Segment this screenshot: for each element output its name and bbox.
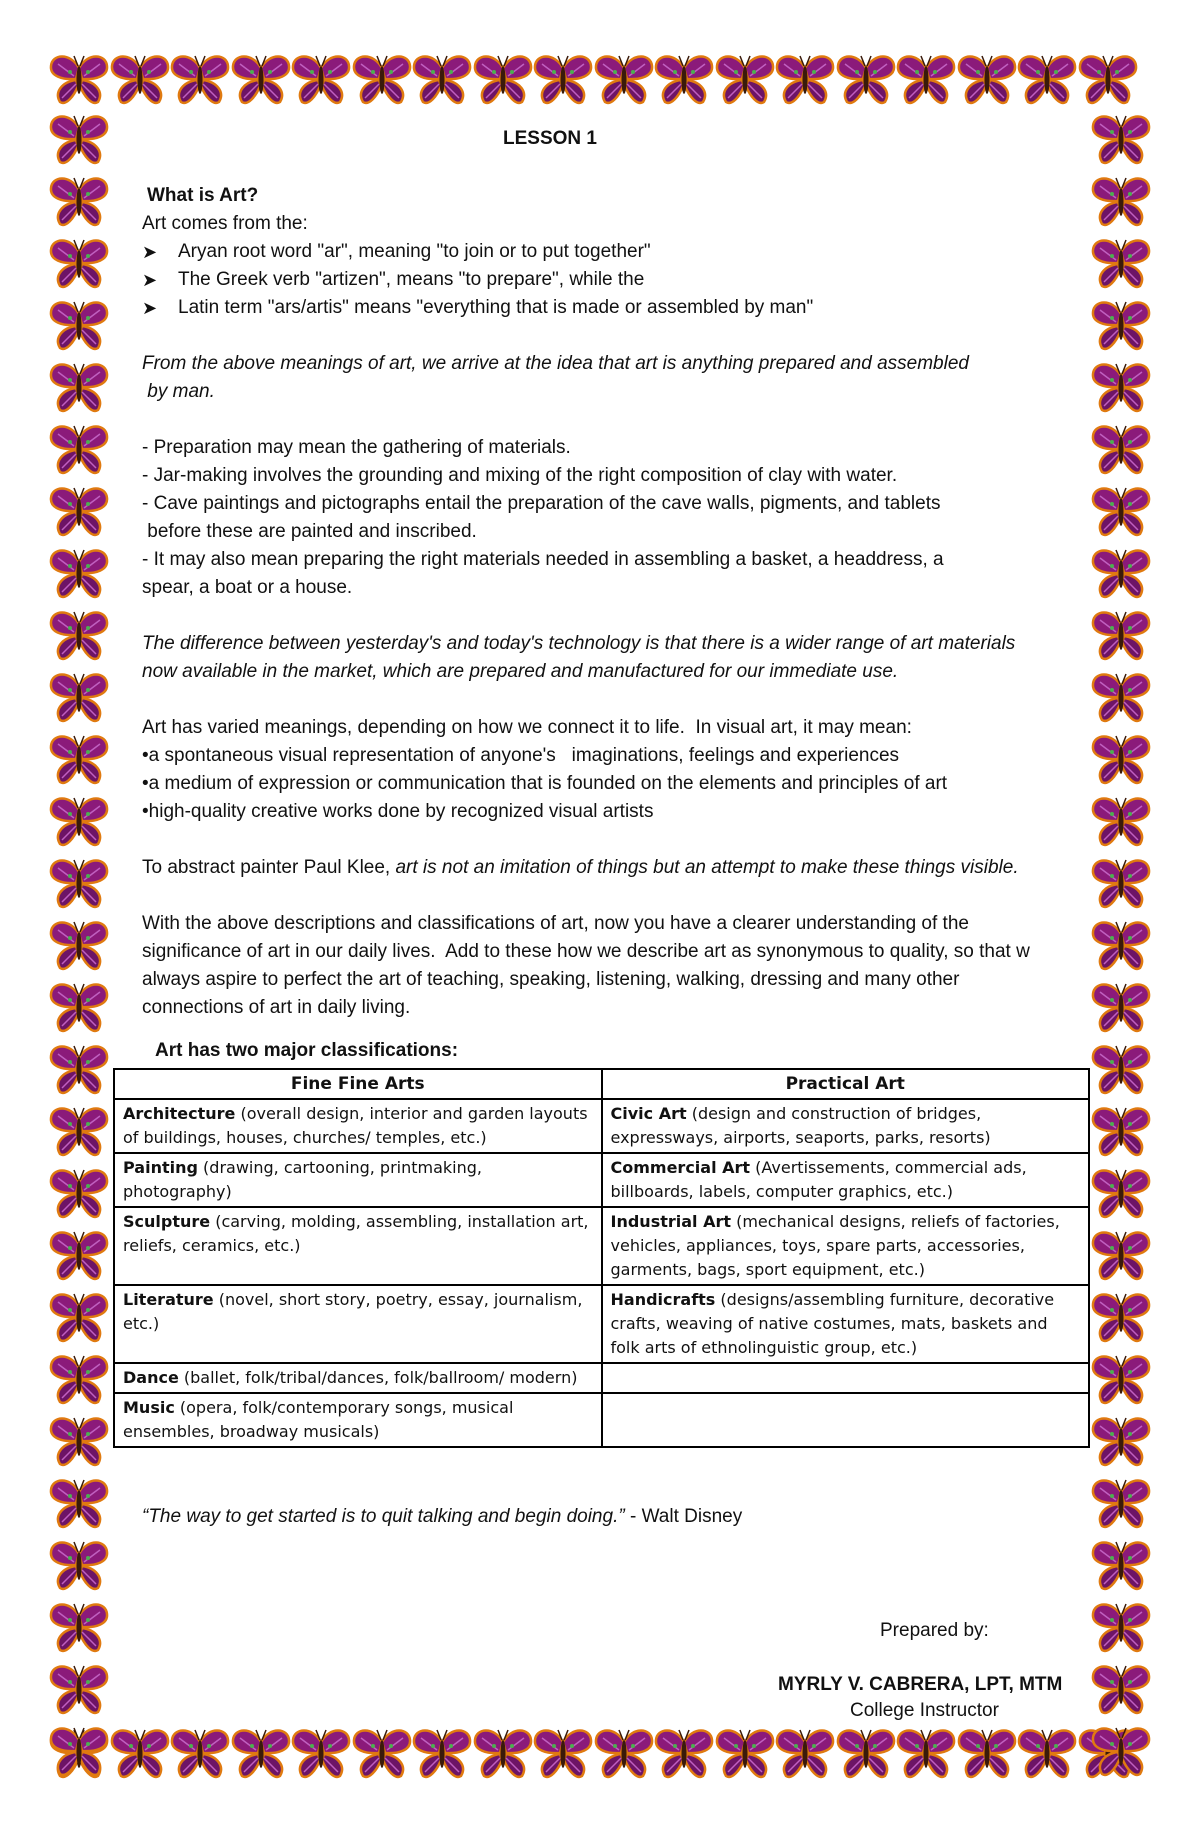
fine-art-cell xyxy=(114,1153,602,1207)
butterfly-icon xyxy=(48,1228,110,1282)
practical-art-cell xyxy=(602,1099,1090,1153)
preparation-line: before these are painted and inscribed. xyxy=(142,521,477,542)
preparation-line: - Cave paintings and pictographs entail the preparation of the cave walls, pigments, and tablets xyxy=(142,493,941,514)
butterfly-icon xyxy=(351,52,413,106)
butterfly-icon xyxy=(1090,1662,1152,1716)
butterfly-icon xyxy=(48,52,110,106)
art-term: Painting xyxy=(123,1158,198,1177)
fine-art-cell xyxy=(114,1285,602,1363)
table-row xyxy=(114,1393,1089,1447)
conclusion-line: From the above meanings of art, we arrive at the idea that art is anything prepared and assembled xyxy=(142,353,969,374)
quote-author: - Walt Disney xyxy=(624,1506,743,1527)
section-heading: What is Art? xyxy=(147,185,259,206)
art-term: Industrial Art xyxy=(610,1212,732,1231)
butterfly-icon xyxy=(1090,1414,1152,1468)
butterfly-icon xyxy=(48,1414,110,1468)
butterfly-icon xyxy=(411,1726,473,1780)
butterfly-icon xyxy=(472,52,534,106)
closing-line: always aspire to perfect the art of teaching, speaking, listening, walking, dressing and many other xyxy=(142,969,960,990)
butterfly-icon xyxy=(290,52,352,106)
preparation-line: - It may also mean preparing the right materials needed in assembling a basket, a headdress, a xyxy=(142,549,944,570)
klee-prefix: To abstract painter Paul Klee, xyxy=(142,857,396,878)
butterfly-icon xyxy=(1090,1042,1152,1096)
fine-art-cell xyxy=(114,1393,602,1447)
origin-item xyxy=(142,266,1102,294)
butterfly-icon xyxy=(593,52,655,106)
butterfly-icon xyxy=(48,980,110,1034)
table-row xyxy=(114,1153,1089,1207)
butterfly-icon xyxy=(48,484,110,538)
arrowhead-bullet-icon: ➤ xyxy=(142,298,158,318)
butterfly-icon xyxy=(895,52,957,106)
butterfly-icon xyxy=(472,1726,534,1780)
practical-art-cell xyxy=(602,1363,1090,1393)
origin-text: Aryan root word "ar", meaning "to join or to put together" xyxy=(178,241,651,262)
butterfly-icon xyxy=(774,52,836,106)
arrowhead-bullet-icon: ➤ xyxy=(142,242,158,262)
butterfly-icon xyxy=(593,1726,655,1780)
origin-intro: Art comes from the: xyxy=(142,213,308,234)
butterfly-icon xyxy=(351,1726,413,1780)
butterfly-icon xyxy=(169,52,231,106)
butterfly-icon xyxy=(1090,1600,1152,1654)
author-position: College Instructor xyxy=(850,1700,999,1721)
closing-line: connections of art in daily living. xyxy=(142,997,411,1018)
art-description: (carving, molding, assembling, installation art, reliefs, ceramics, etc.) xyxy=(123,1212,589,1255)
butterfly-icon xyxy=(1090,1166,1152,1220)
butterfly-icon xyxy=(48,608,110,662)
butterfly-icon xyxy=(109,52,171,106)
art-description: (overall design, interior and garden layouts of buildings, houses, churches/ temples, etc.) xyxy=(123,1104,588,1147)
prepared-by-label: Prepared by: xyxy=(880,1620,989,1641)
meanings-intro: Art has varied meanings, depending on how we connect it to life. In visual art, it may mean: xyxy=(142,717,912,738)
practical-art-cell xyxy=(602,1393,1090,1447)
butterfly-icon xyxy=(48,794,110,848)
table-row xyxy=(114,1363,1089,1393)
art-term: Literature xyxy=(123,1290,214,1309)
table-row xyxy=(114,1285,1089,1363)
table-header-row xyxy=(114,1069,1089,1099)
butterfly-icon xyxy=(290,1726,352,1780)
art-term: Sculpture xyxy=(123,1212,211,1231)
butterfly-icon xyxy=(48,1352,110,1406)
butterfly-icon xyxy=(1090,1476,1152,1530)
practical-art-cell xyxy=(602,1285,1090,1363)
table-row xyxy=(114,1207,1089,1285)
butterfly-icon xyxy=(48,1104,110,1158)
butterfly-icon xyxy=(1090,1352,1152,1406)
lesson-title: LESSON 1 xyxy=(503,128,597,149)
table-row xyxy=(114,1099,1089,1153)
art-description: (mechanical designs, reliefs of factories, vehicles, appliances, toys, spare parts, accessories, garments, bags, sport equipment, etc.) xyxy=(610,1212,1060,1279)
origin-text: The Greek verb "artizen", means "to prepare", while the xyxy=(178,269,645,290)
origin-text: Latin term "ars/artis" means "everything that is made or assembled by man" xyxy=(178,297,814,318)
butterfly-icon xyxy=(169,1726,231,1780)
butterfly-icon xyxy=(1090,1724,1152,1778)
butterfly-icon xyxy=(48,1538,110,1592)
butterfly-icon xyxy=(532,52,594,106)
butterfly-icon xyxy=(48,856,110,910)
butterfly-icon xyxy=(48,236,110,290)
butterfly-icon xyxy=(956,1726,1018,1780)
butterfly-icon xyxy=(48,546,110,600)
butterfly-icon xyxy=(956,52,1018,106)
art-term: Music xyxy=(123,1398,175,1417)
butterfly-icon xyxy=(835,52,897,106)
butterfly-icon xyxy=(48,918,110,972)
butterfly-icon xyxy=(532,1726,594,1780)
butterfly-icon xyxy=(48,422,110,476)
butterfly-icon xyxy=(48,1662,110,1716)
butterfly-icon xyxy=(1090,1104,1152,1158)
butterfly-icon xyxy=(230,1726,292,1780)
closing-quote xyxy=(142,1506,742,1528)
butterfly-icon xyxy=(48,174,110,228)
butterfly-icon xyxy=(48,1724,110,1778)
meaning-item: •a medium of expression or communication that is founded on the elements and principles of art xyxy=(142,773,948,794)
butterfly-icon xyxy=(1090,1538,1152,1592)
conclusion-line: by man. xyxy=(142,381,215,402)
origin-item xyxy=(142,238,1102,266)
fine-art-cell xyxy=(114,1207,602,1285)
art-description: (designs/assembling furniture, decorative crafts, weaving of native costumes, mats, baskets and folk arts of ethnolinguistic group, etc.) xyxy=(610,1290,1055,1357)
butterfly-icon xyxy=(714,52,776,106)
quote-text: “The way to get started is to quit talking and begin doing.” xyxy=(142,1506,625,1527)
butterfly-icon xyxy=(1090,1290,1152,1344)
art-description: (drawing, cartooning, printmaking, photography) xyxy=(123,1158,482,1201)
arrowhead-bullet-icon: ➤ xyxy=(142,270,158,290)
butterfly-icon xyxy=(230,52,292,106)
butterfly-icon xyxy=(48,1600,110,1654)
butterfly-icon xyxy=(653,1726,715,1780)
classifications-table xyxy=(113,1068,1090,1448)
butterfly-icon xyxy=(714,1726,776,1780)
butterfly-icon xyxy=(48,1476,110,1530)
column-header: Fine Fine Arts xyxy=(114,1069,602,1099)
practical-art-cell xyxy=(602,1153,1090,1207)
art-description: (Avertissements, commercial ads, billboards, labels, computer graphics, etc.) xyxy=(610,1158,1027,1201)
butterfly-icon xyxy=(109,1726,171,1780)
butterfly-icon xyxy=(1090,1228,1152,1282)
art-description: (design and construction of bridges, expressways, airports, seaports, parks, resorts) xyxy=(610,1104,991,1147)
art-term: Dance xyxy=(123,1368,179,1387)
difference-line: now available in the market, which are prepared and manufactured for our immediate use. xyxy=(142,661,899,682)
butterfly-icon xyxy=(1077,52,1139,106)
difference-line: The difference between yesterday's and today's technology is that there is a wider range of art materials xyxy=(142,633,1016,654)
art-term: Handicrafts xyxy=(610,1290,716,1309)
butterfly-icon xyxy=(1016,1726,1078,1780)
closing-line: significance of art in our daily lives. Add to these how we describe art as synonymous to quality, so that w xyxy=(142,941,1030,962)
closing-line: With the above descriptions and classifications of art, now you have a clearer understanding of the xyxy=(142,913,969,934)
butterfly-icon xyxy=(835,1726,897,1780)
art-term: Commercial Art xyxy=(610,1158,751,1177)
preparation-line: spear, a boat or a house. xyxy=(142,577,353,598)
butterfly-icon xyxy=(48,360,110,414)
klee-statement xyxy=(142,854,1102,882)
fine-art-cell xyxy=(114,1363,602,1393)
column-header: Practical Art xyxy=(602,1069,1090,1099)
lesson-body xyxy=(142,182,1102,1022)
art-term: Architecture xyxy=(123,1104,236,1123)
art-description: (opera, folk/contemporary songs, musical ensembles, broadway musicals) xyxy=(123,1398,514,1441)
butterfly-icon xyxy=(48,732,110,786)
butterfly-icon xyxy=(48,298,110,352)
butterfly-icon xyxy=(48,1042,110,1096)
butterfly-icon xyxy=(411,52,473,106)
butterfly-icon xyxy=(48,1290,110,1344)
art-description: (ballet, folk/tribal/dances, folk/ballroom/ modern) xyxy=(178,1368,578,1387)
meaning-item: •a spontaneous visual representation of anyone's imaginations, feelings and experiences xyxy=(142,745,900,766)
author-name: MYRLY V. CABRERA, LPT, MTM xyxy=(778,1674,1063,1695)
preparation-line: - Preparation may mean the gathering of materials. xyxy=(142,437,571,458)
butterfly-icon xyxy=(48,1166,110,1220)
classifications-label: Art has two major classifications: xyxy=(155,1040,459,1061)
butterfly-icon xyxy=(895,1726,957,1780)
preparation-line: - Jar-making involves the grounding and mixing of the right composition of clay with water. xyxy=(142,465,898,486)
art-description: (novel, short story, poetry, essay, journalism, etc.) xyxy=(123,1290,583,1333)
meaning-item: •high-quality creative works done by recognized visual artists xyxy=(142,801,654,822)
fine-art-cell xyxy=(114,1099,602,1153)
butterfly-icon xyxy=(48,670,110,724)
origin-item xyxy=(142,294,1102,322)
butterfly-icon xyxy=(1016,52,1078,106)
art-term: Civic Art xyxy=(610,1104,687,1123)
butterfly-icon xyxy=(653,52,715,106)
practical-art-cell xyxy=(602,1207,1090,1285)
butterfly-icon xyxy=(774,1726,836,1780)
klee-quote: art is not an imitation of things but an attempt to make these things visible. xyxy=(395,857,1019,878)
